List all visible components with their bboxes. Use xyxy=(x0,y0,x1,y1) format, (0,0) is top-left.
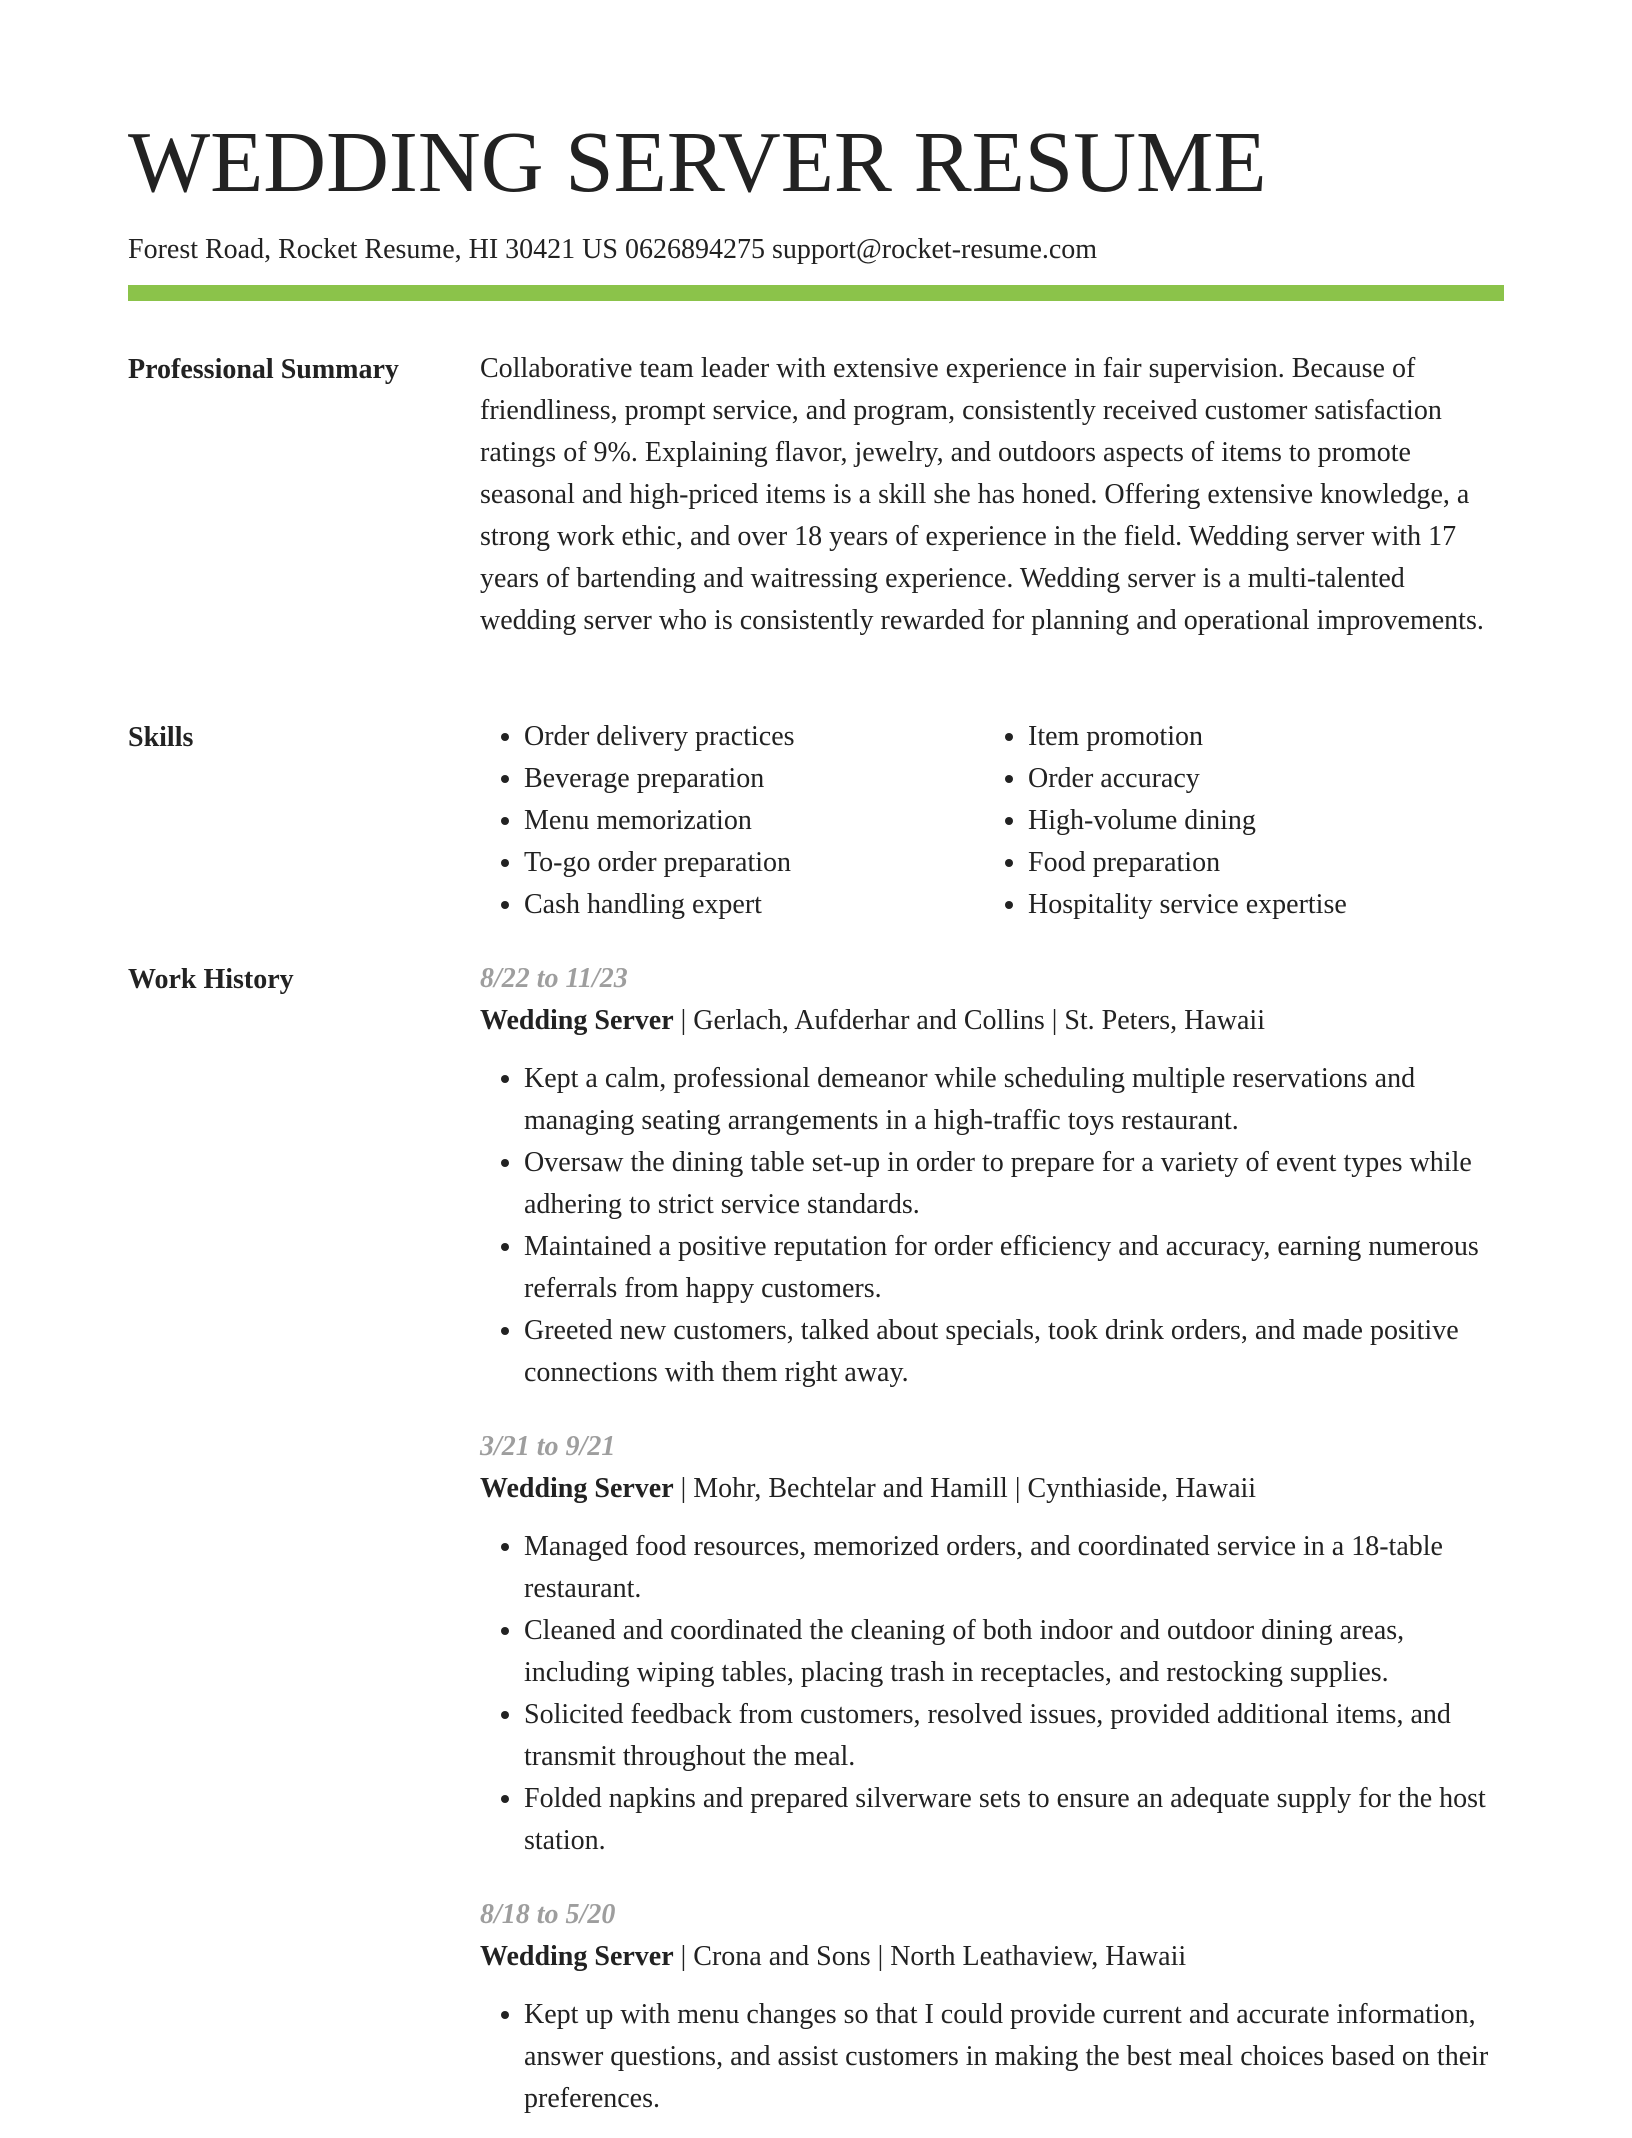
skills-section xyxy=(480,716,1504,926)
skills-column-2 xyxy=(984,716,1488,926)
job-entry xyxy=(480,1426,1504,1862)
job-duty: • Managed food resources, memorized orders, and coordinated service in a 18-table restaurant. xyxy=(524,1526,1504,1610)
skill-item: • Hospitality service expertise xyxy=(1028,884,1488,926)
skill-item: • Order delivery practices xyxy=(524,716,984,758)
job-heading xyxy=(480,1936,1504,1978)
job-duty: • Greeted new customers, talked about specials, took drink orders, and made positive connections with them right away. xyxy=(524,1310,1504,1394)
job-duty: • Kept a calm, professional demeanor while scheduling multiple reservations and managing seating arrangements in a high-traffic toys restaurant. xyxy=(524,1058,1504,1142)
job-duty: • Maintained a positive reputation for order efficiency and accuracy, earning numerous referrals from happy customers. xyxy=(524,1226,1504,1310)
resume-title: WEDDING SERVER RESUME xyxy=(128,113,1267,210)
job-heading xyxy=(480,1468,1504,1510)
summary-text: Collaborative team leader with extensive experience in fair supervision. Because of friendliness, prompt service, and program, consistently received customer satisfaction ratings of 9%. Explaining flavor, jewelry, and outdoors aspects of items to promote seasonal and high-priced items is a skill she has honed. Offering extensive knowledge, a strong work ethic, and over 18 years of experience in the field. Wedding server with 17 years of bartending and waitressing experience. Wedding server is a multi-talented wedding server who is consistently rewarded for planning and operational improvements. xyxy=(480,353,1484,636)
skill-item: • Order accuracy xyxy=(1028,758,1488,800)
skill-item: • To-go order preparation xyxy=(524,842,984,884)
job-heading xyxy=(480,1000,1504,1042)
section-label-summary: Professional Summary xyxy=(128,354,399,385)
job-duty: • Solicited feedback from customers, resolved issues, provided additional items, and transmit throughout the meal. xyxy=(524,1694,1504,1778)
skill-item: • Beverage preparation xyxy=(524,758,984,800)
job-details: | Gerlach, Aufderhar and Collins | St. Peters, Hawaii xyxy=(673,1005,1265,1036)
skill-item: • Food preparation xyxy=(1028,842,1488,884)
job-duty: • Oversaw the dining table set-up in order to prepare for a variety of event types while adhering to strict service standards. xyxy=(524,1142,1504,1226)
summary-section xyxy=(480,348,1504,642)
job-title: Wedding Server xyxy=(480,1473,674,1504)
section-label-skills: Skills xyxy=(128,722,194,753)
section-label-work-history: Work History xyxy=(128,964,294,995)
job-dates: 3/21 to 9/21 xyxy=(480,1431,616,1462)
skills-column-1 xyxy=(480,716,984,926)
job-duty: • Cleaned and coordinated the cleaning of both indoor and outdoor dining areas, including wiping tables, placing trash in receptacles, and restocking supplies. xyxy=(524,1610,1504,1694)
contact-line: Forest Road, Rocket Resume, HI 30421 US 0626894275 support@rocket-resume.com xyxy=(128,234,1098,265)
job-details: | Mohr, Bechtelar and Hamill | Cynthiaside, Hawaii xyxy=(673,1473,1257,1504)
job-dates: 8/22 to 11/23 xyxy=(480,963,628,994)
job-entry xyxy=(480,1894,1504,2120)
job-title: Wedding Server xyxy=(480,1005,674,1036)
job-dates: 8/18 to 5/20 xyxy=(480,1899,616,1930)
job-duties xyxy=(480,1526,1504,1862)
job-duty: • Kept up with menu changes so that I could provide current and accurate information, answer questions, and assist customers in making the best meal choices based on their preferences. xyxy=(524,1994,1504,2120)
skill-item: • Menu memorization xyxy=(524,800,984,842)
job-details: | Crona and Sons | North Leathaview, Hawaii xyxy=(673,1941,1187,1972)
skill-item: • Cash handling expert xyxy=(524,884,984,926)
header-divider xyxy=(128,285,1504,301)
job-title: Wedding Server xyxy=(480,1941,674,1972)
job-entry xyxy=(480,958,1504,1394)
work-history-section xyxy=(480,958,1504,2138)
skills-columns xyxy=(480,716,1504,926)
job-duty: • Folded napkins and prepared silverware sets to ensure an adequate supply for the host station. xyxy=(524,1778,1504,1862)
skill-item: • High-volume dining xyxy=(1028,800,1488,842)
job-duties xyxy=(480,1058,1504,1394)
job-duties xyxy=(480,1994,1504,2120)
skills-list-2 xyxy=(984,716,1488,926)
skills-list-1 xyxy=(480,716,984,926)
skill-item: • Item promotion xyxy=(1028,716,1488,758)
